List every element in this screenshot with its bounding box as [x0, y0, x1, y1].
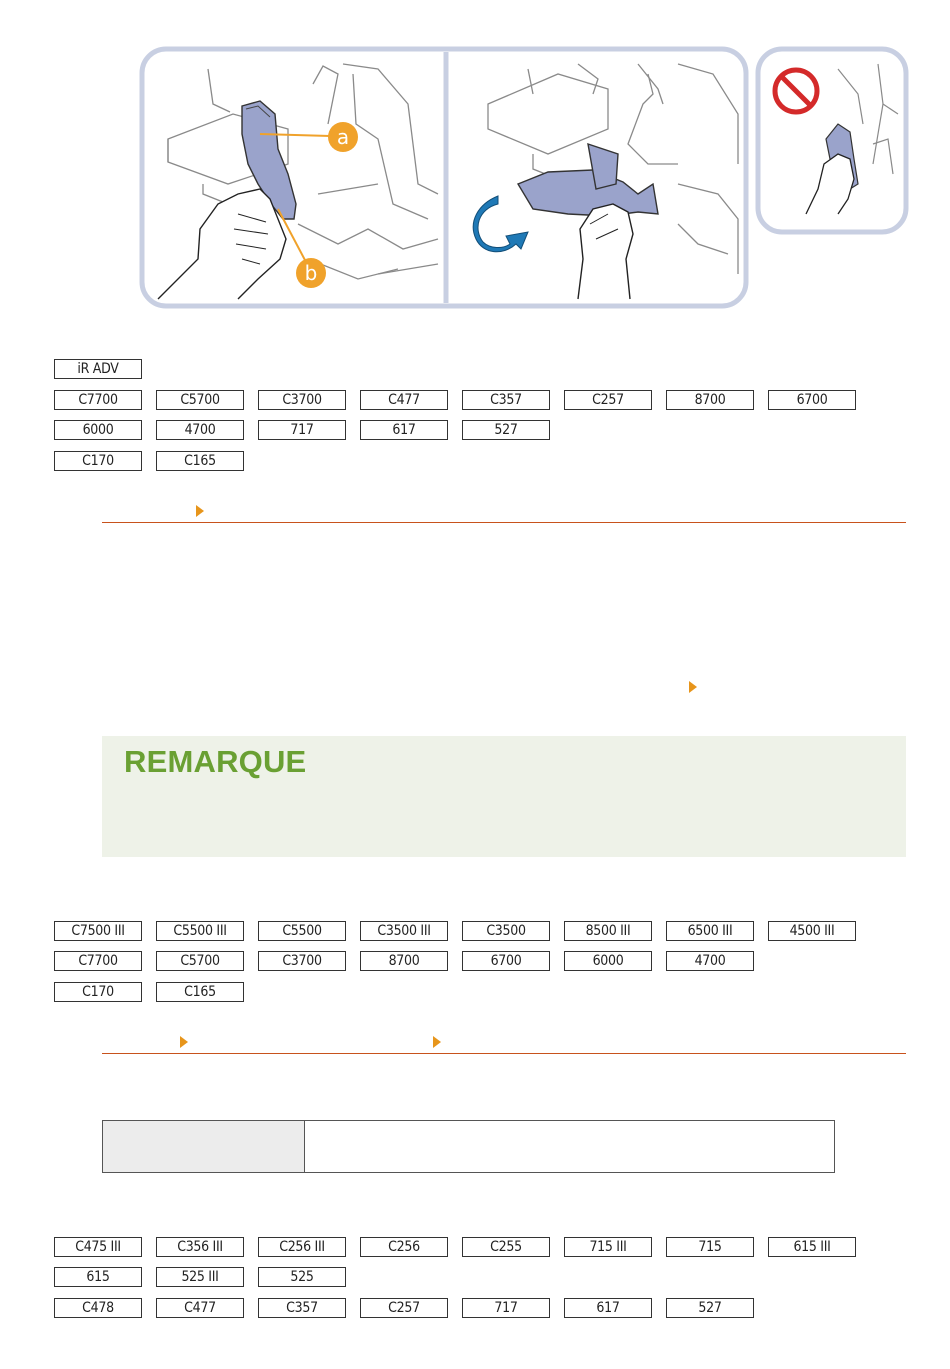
model-tag: C5500 [258, 921, 346, 941]
model-tag: 8500 III [564, 921, 652, 941]
callout-b [296, 258, 326, 288]
model-tag: 715 III [564, 1237, 652, 1257]
callout-b-label: b [304, 261, 318, 285]
spec-table-header-cell [103, 1121, 305, 1172]
model-tag: C7700 [54, 390, 142, 410]
model-tag: 525 III [156, 1267, 244, 1287]
model-tag: 717 [258, 420, 346, 440]
model-tag: C477 [156, 1298, 244, 1318]
model-tag: 6000 [54, 420, 142, 440]
model-tag: 717 [462, 1298, 550, 1318]
panel-prohibited [758, 49, 906, 232]
model-tag: 4700 [156, 420, 244, 440]
callout-a [328, 122, 358, 152]
model-tag: 6700 [462, 951, 550, 971]
finisher-tray-illustration [138, 44, 910, 310]
model-tag: C256 [360, 1237, 448, 1257]
model-tag: C170 [54, 982, 142, 1002]
spec-table [102, 1120, 835, 1173]
model-tag: C7500 III [54, 921, 142, 941]
link-arrow-icon[interactable] [433, 1036, 441, 1048]
model-tag: C3700 [258, 390, 346, 410]
brand-tag: iR ADV [54, 359, 142, 379]
model-tag: C357 [258, 1298, 346, 1318]
model-tag: 615 III [768, 1237, 856, 1257]
model-tag: C3700 [258, 951, 346, 971]
model-tag: C256 III [258, 1237, 346, 1257]
model-tag: C477 [360, 390, 448, 410]
model-tag: C356 III [156, 1237, 244, 1257]
model-tag: C478 [54, 1298, 142, 1318]
model-tag: 617 [360, 420, 448, 440]
model-tag: C255 [462, 1237, 550, 1257]
model-tag: C165 [156, 451, 244, 471]
note-title: REMARQUE [124, 744, 307, 779]
model-tag: 4500 III [768, 921, 856, 941]
model-tag: 6700 [768, 390, 856, 410]
model-tag: C7700 [54, 951, 142, 971]
spec-table-value-cell [305, 1121, 834, 1172]
link-arrow-icon[interactable] [196, 505, 204, 517]
model-tag: 527 [462, 420, 550, 440]
model-tag: 8700 [360, 951, 448, 971]
model-tag: 4700 [666, 951, 754, 971]
model-tag: 617 [564, 1298, 652, 1318]
model-tag: C165 [156, 982, 244, 1002]
model-tag: 525 [258, 1267, 346, 1287]
section-divider [102, 1053, 906, 1054]
model-tag: 715 [666, 1237, 754, 1257]
model-tag: C257 [564, 390, 652, 410]
model-tag: C475 III [54, 1237, 142, 1257]
link-arrow-icon[interactable] [180, 1036, 188, 1048]
model-tag: 615 [54, 1267, 142, 1287]
model-tag: C5700 [156, 951, 244, 971]
illustration-step-images [138, 44, 910, 310]
callout-a-label: a [336, 125, 350, 149]
model-tag: C3500 [462, 921, 550, 941]
model-tag: C5500 III [156, 921, 244, 941]
model-tag: 8700 [666, 390, 754, 410]
model-tag: 6000 [564, 951, 652, 971]
model-tag: C3500 III [360, 921, 448, 941]
model-tag: C170 [54, 451, 142, 471]
model-tag: 527 [666, 1298, 754, 1318]
model-tag: C357 [462, 390, 550, 410]
model-tag: C257 [360, 1298, 448, 1318]
model-tag: 6500 III [666, 921, 754, 941]
model-tag: C5700 [156, 390, 244, 410]
panel-remove-tray [142, 49, 746, 306]
section-divider [102, 522, 906, 523]
link-arrow-icon[interactable] [689, 681, 697, 693]
